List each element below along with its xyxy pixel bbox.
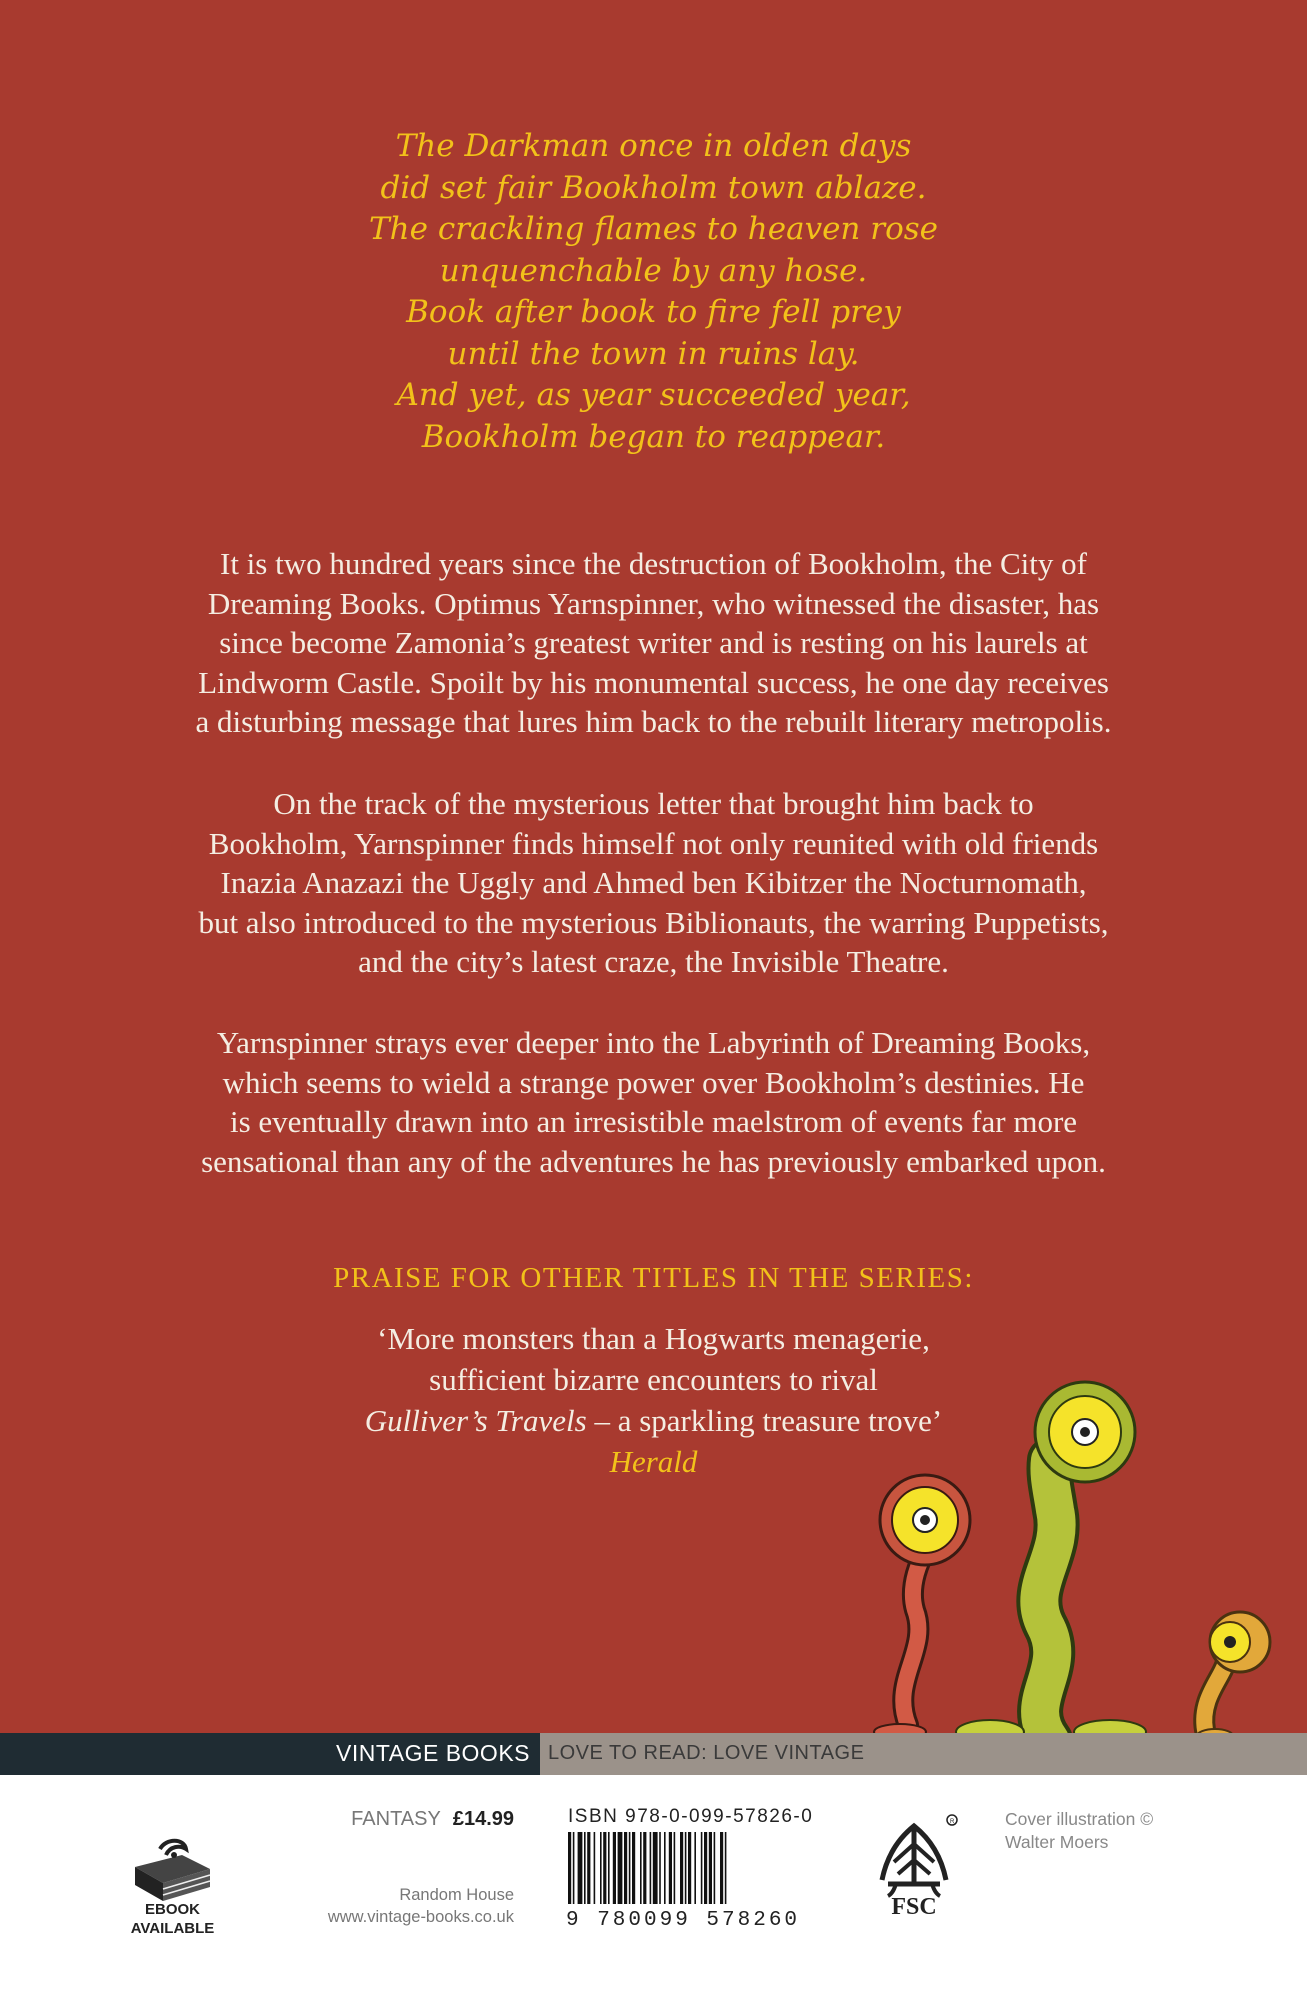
blurb-line: Yarnspinner strays ever deeper into the Labyrinth of Dreaming Books, xyxy=(216,1025,1091,1060)
barcode-bar xyxy=(600,1832,602,1904)
small-yellow-bookworm xyxy=(1197,1612,1270,1743)
ebook-label-line: EBOOK xyxy=(144,1901,200,1918)
barcode-number: 9 780099 578260 xyxy=(566,1909,801,1932)
poem-line: And yet, as year succeeded year, xyxy=(396,377,911,413)
barcode-bar xyxy=(632,1832,635,1904)
barcode-bar xyxy=(674,1832,676,1904)
barcode-bar xyxy=(709,1832,712,1904)
price: £14.99 xyxy=(452,1808,514,1830)
blurb-line: Bookholm, Yarnspinner finds himself not only reunited with old friends xyxy=(208,825,1099,861)
category-price xyxy=(351,1808,514,1831)
cover-credit xyxy=(1005,1808,1153,1854)
blurb-line: On the track of the mysterious letter that brought him back to xyxy=(273,786,1034,821)
blurb-line: which seems to wield a strange power over Bookholm’s destinies. He xyxy=(222,1064,1085,1100)
blurb-paragraph-3 xyxy=(150,1023,1157,1181)
barcode-bar xyxy=(685,1832,687,1904)
barcode-bar xyxy=(650,1832,652,1904)
publisher-name: Random House xyxy=(399,1886,514,1904)
genre-category: FANTASY xyxy=(351,1808,441,1830)
barcode-bar xyxy=(608,1832,610,1904)
blurb-paragraph-1 xyxy=(150,544,1157,742)
fsc-label: FSC xyxy=(891,1894,937,1918)
bookworm-monster-illustration xyxy=(820,1380,1307,1770)
blurb-line: Inazia Anazazi the Uggly and Ahmed ben Kibitzer the Nocturnomath, xyxy=(220,865,1087,900)
blurb-line: It is two hundred years since the destruction of Bookholm, the City of xyxy=(220,546,1087,581)
blurb-paragraph-2 xyxy=(150,784,1157,982)
blurb-line: Dreaming Books. Optimus Yarnspinner, who witnessed the disaster, has xyxy=(207,585,1100,621)
barcode-bar xyxy=(587,1832,590,1904)
blurb-line: but also introduced to the mysterious Biblionauts, the warring Puppetists, xyxy=(198,904,1109,940)
barcode-bar xyxy=(640,1832,642,1904)
ebook-stack-icon xyxy=(130,1835,215,1905)
barcode-bar xyxy=(680,1832,683,1904)
credit-line: Walter Moers xyxy=(1005,1832,1109,1852)
fsc-tree-logo xyxy=(868,1810,960,1918)
poem-line: The crackling flames to heaven rose xyxy=(369,211,938,247)
poem-line: The Darkman once in olden days xyxy=(395,128,912,164)
barcode-bar xyxy=(688,1832,691,1904)
blurb-line: a disturbing message that lures him back to the rebuilt literary metropolis. xyxy=(195,704,1112,739)
quoted-book-title: Gulliver’s Travels xyxy=(364,1403,587,1438)
barcode-bar xyxy=(629,1832,631,1904)
poem-line: Book after book to fire fell prey xyxy=(406,294,901,330)
poem-line: did set fair Bookholm town ablaze. xyxy=(380,169,927,206)
blurb-line: and the city’s latest craze, the Invisible Theatre. xyxy=(358,944,949,979)
blurb-line: is eventually drawn into an irresistible maelstrom of events far more xyxy=(229,1104,1078,1139)
barcode-bar xyxy=(568,1832,571,1904)
quote-line: sufficient bizarre encounters to rival xyxy=(429,1362,878,1397)
credit-line: Cover illustration © xyxy=(1005,1809,1154,1829)
blurb-line: sensational than any of the adventures he has previously embarked upon. xyxy=(201,1143,1106,1179)
small-red-bookworm xyxy=(874,1475,970,1740)
barcode-bar xyxy=(603,1832,606,1904)
barcode-bar xyxy=(624,1832,627,1904)
barcode-bar xyxy=(704,1832,707,1904)
imprint-slogan: LOVE TO READ: LOVE VINTAGE xyxy=(548,1742,865,1764)
barcode-bar xyxy=(714,1832,716,1904)
quote-line-rest: – a sparkling treasure trove’ xyxy=(586,1403,943,1438)
barcode-bar xyxy=(643,1832,646,1904)
imprint-band-grey xyxy=(540,1733,1307,1775)
barcode-bar xyxy=(613,1832,616,1904)
barcode-bar xyxy=(618,1832,623,1904)
publisher-info xyxy=(328,1884,514,1928)
quote-line: ‘More monsters than a Hogwarts menagerie, xyxy=(377,1321,930,1356)
barcode-bar xyxy=(594,1832,596,1904)
poem-line: unquenchable by any hose. xyxy=(439,252,868,289)
poem-line: until the town in ruins lay. xyxy=(447,335,860,372)
publisher-website: www.vintage-books.co.uk xyxy=(327,1908,514,1926)
poem-verse xyxy=(0,126,1307,458)
isbn-label: ISBN 978-0-099-57826-0 xyxy=(568,1806,814,1827)
ebook-label-line: AVAILABLE xyxy=(130,1920,215,1937)
ebook-available-label xyxy=(110,1900,235,1938)
imprint-band-dark xyxy=(0,1733,540,1775)
svg-text:R: R xyxy=(950,1819,955,1825)
barcode-bars xyxy=(568,1832,726,1904)
barcode-bar xyxy=(653,1832,658,1904)
barcode-bar xyxy=(573,1832,575,1904)
barcode-bar xyxy=(578,1832,583,1904)
barcode-bar xyxy=(584,1832,586,1904)
barcode-bar xyxy=(669,1832,672,1904)
imprint-band xyxy=(0,1733,1307,1775)
poem-line: Bookholm began to reappear. xyxy=(421,418,886,455)
imprint-name: VINTAGE BOOKS xyxy=(336,1740,530,1766)
barcode-bar xyxy=(720,1832,723,1904)
quote-source: Herald xyxy=(609,1444,698,1479)
barcode-bar xyxy=(701,1832,703,1904)
tall-green-bookworm xyxy=(956,1382,1146,1744)
barcode-bar xyxy=(659,1832,661,1904)
blurb-line: Lindworm Castle. Spoilt by his monumental success, he one day receives xyxy=(198,664,1109,700)
blurb-line: since become Zamonia’s greatest writer and is resting on his laurels at xyxy=(219,625,1088,660)
praise-heading: PRAISE FOR OTHER TITLES IN THE SERIES: xyxy=(333,1262,974,1294)
barcode-bar xyxy=(664,1832,666,1904)
barcode-bar xyxy=(694,1832,696,1904)
barcode-bar xyxy=(725,1832,727,1904)
